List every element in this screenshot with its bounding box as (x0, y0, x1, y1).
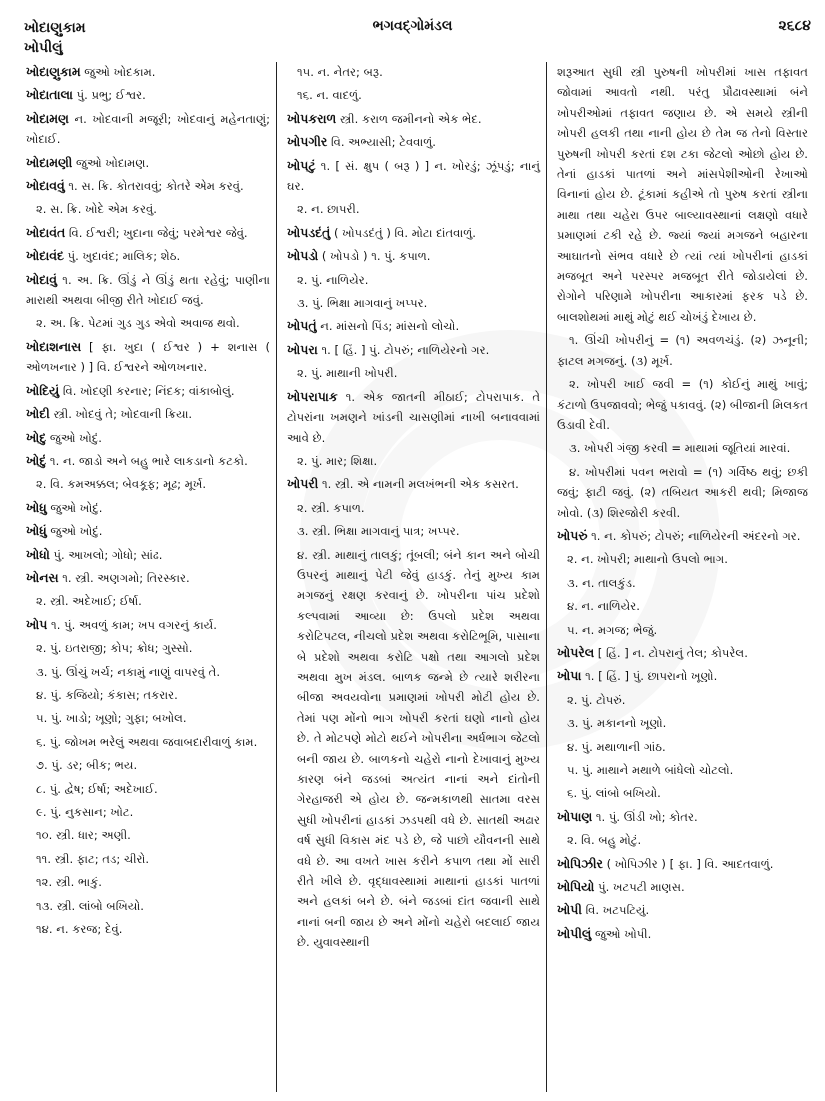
definition: ૧. ન. કોપરું; ટોપરું; નાળિયેરની અંદરનો ગર. (591, 528, 801, 543)
headword: ખોદામણ (26, 110, 69, 126)
headword: ખોપડદંતું (287, 224, 331, 240)
sub-definition: ૪. સ્ત્રી. માથાનું તાલકું; તૂંબલી; બંને કાન અને બોચી ઉપરનું માથાનું પેટી જેવું હાડકું. તેનું મુખ્ય કામ મગજનું રક્ષણ કરવાનું છે. ખોપરીના પાંચ પ્રદેશો કલ્પવામાં આવ્યા છે: ઉપલો પ્રદેશ અથવા કરોટિપટલ, નીચલો પ્રદેશ અથવા કરોટિભૂમિ, પાસાના બે પ્રદેશો અથવા કરોટિ પક્ષો તથા આગલો પ્રદેશ અથવા મુખ મંડલ. બાળક જન્મે છે ત્યારે શરીરના બીજા અવયવોના પ્રમાણમાં ખોપરી મોટી હોય છે. તેમાં પણ મોંનો ભાગ ખોપરી કરતાં ઘણો નાનો હોય છે. તે મોટપણે મોટો થઈને ખોપરીના અર્ધભાગ જેટલો બની જાય છે. બાળકનો ચહેરો નાનો દેખાવાનું મુખ્ય કારણ બંને જડબાં અત્યંત નાનાં અને દાંતોની ગેરહાજરી એ હોય છે. જન્મકાળથી સાતમા વરસ સુધી ખોપરીનાં હાડકાં ઝડપથી વધે છે. સાતથી અઢાર વર્ષ સુધી વિકાસ મંદ પડે છે, જે પાછો યૌવનની સાથે વધે છે. આ વખતે ખાસ કરીને કપાળ તથા મોં સારી રીતે ખીલે છે. વૃદ્ધાવસ્થામાં માથાનાં હાડકાં પાતળાં અને હલકાં બને છે. બંને જડબાં દાંત જવાની સાથે નાનાં બની જાય છે અને મોંનો ચહેરો બદલાઈ જાય છે. યુવાવસ્થાની (297, 547, 540, 950)
definition: [ ફા. ખુદા ( ઈશ્વર ) + શનાસ ( ઓળખનાર ) ] વિ. ઈશ્વરને ઓળખનાર. (26, 339, 270, 375)
sub-definition: ૫. પું. ખાડો; ખૂણો; ગુફા; બખોલ. (36, 711, 187, 726)
headword: ખોદું (26, 452, 47, 468)
sub-definition: ૫. પું. માથાને મથાળે બાંધેલો ચોટલો. (567, 763, 734, 777)
sub-definition: ૨. સ્ત્રી. કપાળ. (297, 500, 365, 515)
dictionary-columns (14, 62, 814, 1092)
headword: ખોનસ (26, 569, 59, 585)
sub-definition: ૩. ન. તાલકુંડ. (567, 575, 636, 590)
column-1 (14, 62, 276, 1092)
sub-definition: ૪. પું. કજિયો; કંકાસ; તકરાર. (36, 687, 178, 702)
headword: ખોદિયું (26, 382, 60, 398)
dictionary-entry (287, 132, 540, 152)
sub-definition: ૨. પું. ટોપરું. (567, 692, 626, 707)
definition: ન. માંસનો પિંડ; માંસનો લોચો. (320, 319, 460, 334)
sub-definition: ૬. પું. લાંબો બખિયો. (567, 786, 661, 801)
dictionary-entry (287, 109, 540, 129)
headword: ખોપાણ (557, 808, 593, 824)
definition: જુઓ ખોપી. (594, 926, 652, 941)
sub-definition: ૨. વિ. બહુ મોટું. (567, 833, 642, 848)
headword: ખોધુ (26, 499, 47, 515)
dictionary-entry (26, 521, 270, 541)
guide-word-last: ખોપીલું (24, 40, 63, 56)
sub-definition: ૨. પું. ઇતરાજી; કોપ; ક્રોધ; ગુસ્સો. (36, 641, 193, 656)
sub-definition: ૩. પું. મકાનનો ખૂણો. (567, 716, 667, 731)
dictionary-entry (26, 270, 270, 311)
definition: ૧. એક જાતની મીઠાઈ; ટોપરાપાક. તે ટોપરાંના ખમણને ખાંડની ચાસણીમાં નાખી બનાવવામાં આવે છે. (287, 389, 541, 445)
definition: વિ. ઈશ્વરી; ખુદાના જેવું; પરમેશ્વર જેવું. (68, 225, 248, 240)
definition: વિ. ખટપટિયું. (585, 903, 650, 918)
dictionary-entry (287, 474, 540, 494)
idiom-entry: ૧. ઊંચી ખોપરીનું = (૧) અવળચંડું. (૨) ઝનૂની; ફાટલ મગજનું. (૩) મૂર્ખ. (557, 333, 808, 368)
definition-paragraph: શરૂઆત સુધી સ્ત્રી પુરુષની ખોપરીમાં ખાસ તફાવત જોવામાં આવતો નથી. પરંતુ પ્રૌઢાવસ્થામાં બંને ખોપરીઓમાં તફાવત જણાય છે. એ સમયે સ્ત્રીની ખોપરી હલકી તથા નાની હોય છે તેમ જ તેનો વિસ્તાર પુરુષની ખોપરી કરતાં દશ ટકા જેટલો ઓછો હોય છે. તેનાં હાડકાં પાતળાં અને માંસપેશીઓની રેખાઓ વિનાનાં હોય છે. ટૂંકામાં કહીએ તો પુરુષ કરતાં સ્ત્રીના માથા તથા ચહેરા ઉપર બાલ્યાવસ્થાનાં લક્ષણો વધારે પ્રમાણમાં ટકી રહે છે. જ્યાં જ્યાં મગજને બહારના આઘાતનો સંભવ વધારે છે ત્યાં ત્યાં ખોપરીનાં હાડકાં મજબૂત અને પરસ્પર મજબૂત રીતે જોડાયેલાં છે. રોગોને પરિણામે ખોપરીના આકારમાં ફરક પડે છે. બાલશોથમાં માથું મોટું થઈ ચોખંડું દેખાય છે. (557, 65, 808, 324)
sub-definition: ૬. પું. જોખમ ભરેલું અથવા જવાબદારીવાળું કામ. (36, 734, 258, 749)
dictionary-entry (26, 615, 270, 635)
dictionary-entry (26, 246, 270, 266)
definition: સ્ત્રી. ખોદવું તે; ખોદવાની ક્રિયા. (53, 407, 193, 422)
headword: ખોદાવવું (26, 178, 65, 194)
definition: [ હિં. ] ન. ટોપરાનું તેલ; કોપરેલ. (597, 645, 748, 660)
sub-definition: ૧૨. સ્ત્રી. ભાકું. (36, 875, 102, 890)
column-3 (546, 62, 814, 1092)
definition: ૧. ન. જાડો અને બહુ ભારે લાકડાનો કટકો. (49, 453, 248, 468)
dictionary-entry (26, 337, 270, 378)
dictionary-entry (26, 451, 270, 471)
sub-definition: ૧૬. ન. વાદળું. (297, 88, 362, 103)
sub-definition: ૫. ન. મગજ; ભેજું. (567, 622, 658, 637)
definition: ન. ખોદવાની મજૂરી; ખોદવાનું મહેનતાણું; ખોદાઈ. (26, 111, 270, 147)
guide-word-first: ખોદાણુકામ (24, 20, 86, 36)
dictionary-entry (557, 643, 808, 663)
definition: ૧. સ્ત્રી. અણગમો; તિરસ્કાર. (62, 570, 190, 585)
idiom-entry: ૩. ખોપરી ગંજી કરવી = માથામાં જૂતિયાં મારવાં. (569, 441, 791, 456)
headword: ખોધો (26, 546, 50, 562)
definition: ( ખોપડો ) ૧. પું. કપાળ. (321, 249, 431, 264)
definition: ૧. સ. ક્રિ. કોતરાવવું; કોતરે એમ કરવું. (68, 179, 244, 194)
definition: ૧. [ સં. ક્ષુપ ( બરૂ ) ] ન. ખોરડું; ઝૂંપડું; નાનું ઘર. (287, 158, 541, 194)
dictionary-entry (26, 176, 270, 196)
headword: ખોપતું (287, 318, 317, 334)
sub-definition: ૩. પું. ઊંચું ખર્ચ; નકામું નાણું વાપરવું તે. (36, 664, 221, 679)
sub-definition: ૨. ન. છાપરી. (297, 202, 360, 217)
definition: ૧. [ હિં. ] પું. ટોપરું; નાળિયેરનો ગર. (321, 342, 490, 357)
definition: પું. ખુદાવંદ; માલિક; શેઠ. (67, 249, 181, 264)
headword: ખોપરું (557, 527, 588, 543)
dictionary-entry (26, 381, 270, 401)
headword: ખોપ (26, 616, 48, 632)
headword: ખોદાવંત (26, 224, 66, 240)
dictionary-entry (26, 428, 270, 448)
column-2 (276, 62, 546, 1092)
headword: ખોદાશનાસ (26, 338, 82, 354)
sub-definition: ૩. સ્ત્રી. ભિક્ષા માગવાનું પાત્ર; ખપ્પર. (297, 524, 460, 539)
dictionary-entry (557, 924, 808, 944)
definition: ( ખોપડદંતું ) વિ. મોટા દાંતવાળું. (333, 225, 476, 240)
definition: પું. ખટપટી માણસ. (598, 880, 685, 895)
definition: વિ. ખોદણી કરનાર; નિંદક; વાંકાબોલું. (62, 383, 235, 398)
dictionary-entry (26, 223, 270, 243)
sub-definition: ૨. ન. ખોપરી; માથાનો ઉપલો ભાગ. (567, 552, 728, 567)
dictionary-entry (287, 316, 540, 336)
dictionary-entry (557, 900, 808, 920)
headword: ખોધું (26, 523, 47, 539)
headword: ખોપરા (287, 341, 318, 357)
dictionary-entry (557, 854, 808, 874)
headword: ખોપરાપાક (287, 388, 338, 404)
sub-definition: ૨. અ. ક્રિ. પેટમાં ગુડ ગુડ એવો અવાજ થવો. (36, 316, 240, 331)
sub-definition: ૧૧. સ્ત્રી. ફાટ; તડ; ચીરો. (36, 851, 150, 866)
definition: ૧. સ્ત્રી. એ નામની મલખંભની એક કસરત. (321, 477, 519, 492)
headword: ખોપગીર (287, 134, 328, 150)
dictionary-entry (287, 156, 540, 197)
dictionary-entry (287, 340, 540, 360)
dictionary-entry (557, 666, 808, 686)
dictionary-entry (557, 877, 808, 897)
definition: ( ખોપિઝીર ) [ ફા. ] વિ. આદતવાળું. (606, 856, 774, 871)
dictionary-entry (26, 568, 270, 588)
headword: ખોદાવંદ (26, 248, 64, 264)
dictionary-entry (287, 387, 540, 448)
definition: પું. આખલો; ગોધો; સાંઢ. (53, 547, 163, 562)
dictionary-entry (26, 545, 270, 565)
dictionary-entry (287, 246, 540, 266)
page-number: ૨૬૮૪ (778, 18, 811, 34)
headword: ખોદાવું (26, 271, 57, 287)
definition: ૧. અ. ક્રિ. ઊંડું ને ઊંડું થતા રહેવું; પાણીના મારાથી અથવા બીજી રીતે ખોદાઈ જવું. (26, 272, 271, 308)
definition: સ્ત્રી. કરાળ જમીનનો એક ભેદ. (339, 111, 482, 126)
sub-definition: ૨. વિ. કમઅક્કલ; બેવકૂફ; મૂઢ; મૂર્ખ. (36, 477, 207, 492)
sub-definition: ૯. પું. નુકસાન; ખોટ. (36, 805, 134, 819)
sub-definition: ૧૫. ન. નેતર; બરૂ. (297, 65, 383, 79)
sub-definition: ૨. પું. માર; શિક્ષા. (297, 453, 378, 468)
definition: ૧. પું. ઊંડી ખો; કોતર. (595, 809, 698, 824)
headword: ખોદાતાલા (26, 87, 73, 103)
dictionary-entry (287, 223, 540, 243)
dictionary-entry (26, 62, 270, 82)
definition: જુઓ ખોદકામ. (84, 65, 156, 79)
headword: ખોપડો (287, 248, 319, 264)
sub-definition: ૨. સ્ત્રી. અદેખાઈ; ઈર્ષા. (36, 594, 142, 609)
sub-definition: ૨. સ. ક્રિ. ખોદે એમ કરવું. (36, 202, 157, 217)
dictionary-entry (26, 404, 270, 424)
idiom-entry: ૨. ખોપરી ખાઈ જવી = (૧) કોઈનું માથું ખાવું; કંટાળો ઉપજાવવો; ભેજું પકાવવું. (૨) બીજાની મિલકત ઉડાવી દેવી. (557, 377, 808, 432)
sub-definition: ૮. પું. દ્વેષ; ઈર્ષા; અદેખાઈ. (36, 781, 158, 796)
headword: ખોપટું (287, 157, 316, 173)
headword: ખોપીલું (557, 925, 592, 941)
dictionary-entry (557, 807, 808, 827)
definition: વિ. અભ્યાસી; ટેવવાળું. (331, 135, 436, 150)
headword: ખોદામણી (26, 154, 73, 170)
dictionary-entry (26, 109, 270, 150)
sub-definition: ૧૦. સ્ત્રી. ધાર; અણી. (36, 828, 131, 843)
sub-definition: ૨. પું. માથાની ખોપરી. (297, 366, 398, 381)
sub-definition: ૪. પું. મથાળાની ગાંઠ. (567, 739, 666, 754)
sub-definition: ૨. પું. નાળિયેર. (297, 272, 369, 287)
headword: ખોપકરાળ (287, 110, 337, 126)
headword: ખોપા (557, 668, 582, 684)
book-title: ભગવદ્ગોમંડલ (372, 18, 453, 34)
headword: ખોપિયો (557, 879, 595, 895)
sub-definition: ૭. પું. ડર; બીક; ભય. (36, 758, 138, 773)
headword: ખોપરી (287, 476, 319, 492)
definition: જુઓ ખોદું. (50, 500, 103, 515)
dictionary-entry (557, 526, 808, 546)
definition: ૧. પું. અવળું કામ; ખપ વગરનું કાર્ય. (51, 617, 217, 632)
definition: જુઓ ખોદું. (50, 524, 103, 539)
page-header (0, 18, 825, 58)
dictionary-entry (26, 85, 270, 105)
sub-definition: ૩. પું. ભિક્ષા માગવાનું ખપ્પર. (297, 296, 428, 311)
sub-definition: ૪. ન. નાળિયેર. (567, 599, 640, 614)
sub-definition: ૧૩. સ્ત્રી. લાંબો બખિયો. (36, 898, 144, 913)
dictionary-entry (26, 153, 270, 173)
sub-definition: ૧૪. ન. કરજ; દેવું. (36, 922, 123, 937)
definition: જુઓ ખોદું. (49, 430, 102, 445)
headword: ખોદાણુકામ (26, 64, 81, 79)
definition: ૧. [ હિં. ] પું. છાપરાનો ખૂણો. (585, 669, 718, 684)
definition: પું. પ્રભુ; ઈશ્વર. (76, 88, 146, 103)
headword: ખોપી (557, 902, 582, 918)
headword: ખોપરેલ (557, 644, 595, 660)
headword: ખોદુ (26, 429, 47, 445)
headword: ખોદી (26, 406, 50, 422)
definition: જુઓ ખોદામણ. (76, 155, 150, 170)
idiom-entry: ૪. ખોપરીમાં પવન ભરાવો = (૧) ગર્વિષ્ઠ થવું; છકી જવું; ફાટી જવું. (૨) તબિયત આકરી થવી; મિજાજ ખોવો. (૩) શિરજોરી કરવી. (557, 464, 808, 520)
dictionary-entry (26, 498, 270, 518)
headword: ખોપિઝીર (557, 855, 603, 871)
